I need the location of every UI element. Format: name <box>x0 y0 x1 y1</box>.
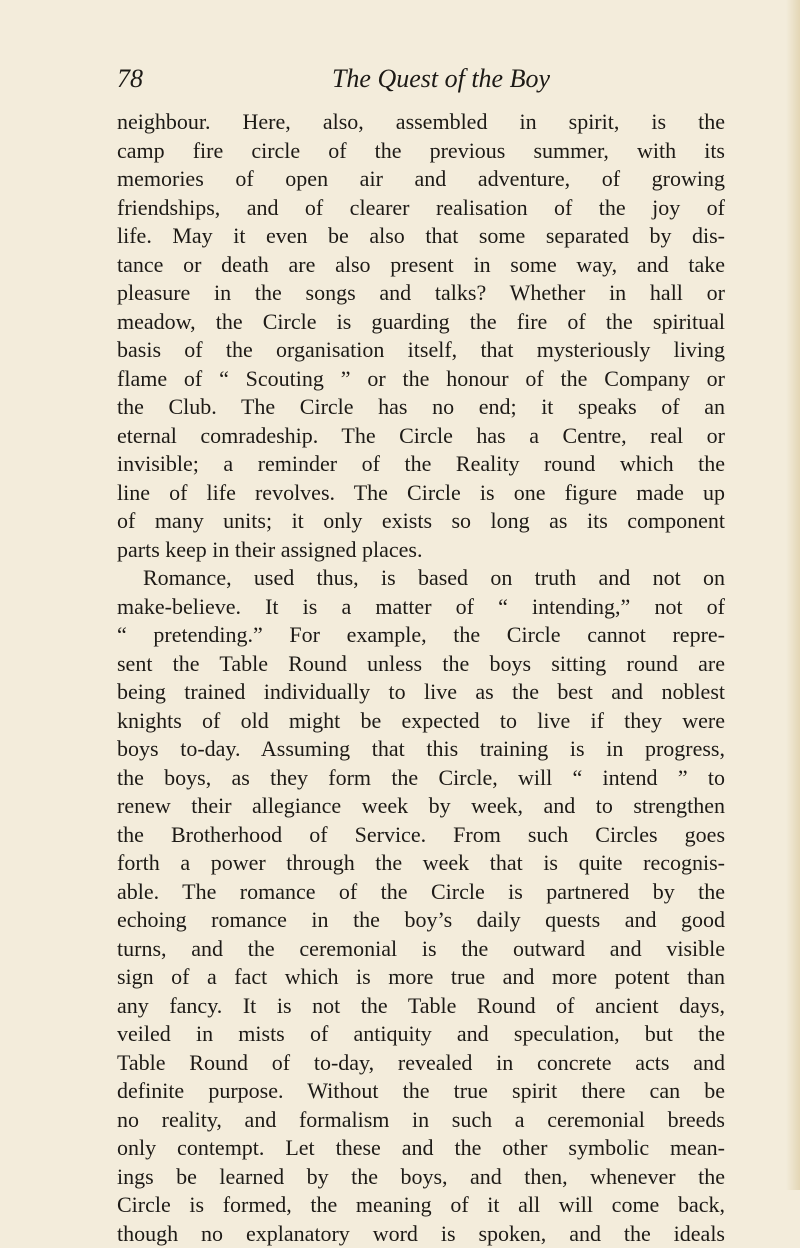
text-line: memories of open air and adventure, of growing <box>117 165 725 194</box>
text-line: neighbour. Here, also, assembled in spirit, is the <box>117 108 725 137</box>
page-number: 78 <box>117 62 143 96</box>
page-header <box>117 62 725 96</box>
text-line: able. The romance of the Circle is partnered by the <box>117 878 725 907</box>
body-text <box>117 108 725 1248</box>
text-line: Circle is formed, the meaning of it all will come back, <box>117 1191 725 1220</box>
text-line: friendships, and of clearer realisation of the joy of <box>117 194 725 223</box>
text-line: renew their allegiance week by week, and to strengthen <box>117 792 725 821</box>
text-line: meadow, the Circle is guarding the fire of the spiritual <box>117 308 725 337</box>
page-edge-shading <box>786 0 800 1190</box>
text-line: make-believe. It is a matter of “ intending,” not of <box>117 593 725 622</box>
text-line: sign of a fact which is more true and more potent than <box>117 963 725 992</box>
text-line: though no explanatory word is spoken, and the ideals <box>117 1220 725 1248</box>
paragraph-start-line: Romance, used thus, is based on truth and not on <box>117 564 725 593</box>
text-line: boys to-day. Assuming that this training is in progress, <box>117 735 725 764</box>
text-line: flame of “ Scouting ” or the honour of the Company or <box>117 365 725 394</box>
text-line: ings be learned by the boys, and then, whenever the <box>117 1163 725 1192</box>
text-line: of many units; it only exists so long as its component <box>117 507 725 536</box>
text-line: the Club. The Circle has no end; it speaks of an <box>117 393 725 422</box>
text-line: basis of the organisation itself, that mysteriously living <box>117 336 725 365</box>
text-line: forth a power through the week that is quite recognis- <box>117 849 725 878</box>
text-line: invisible; a reminder of the Reality round which the <box>117 450 725 479</box>
text-line: “ pretending.” For example, the Circle cannot repre- <box>117 621 725 650</box>
running-title: The Quest of the Boy <box>117 62 725 96</box>
text-line: knights of old might be expected to live if they were <box>117 707 725 736</box>
text-line: pleasure in the songs and talks? Whether in hall or <box>117 279 725 308</box>
text-line: echoing romance in the boy’s daily quests and good <box>117 906 725 935</box>
text-line: tance or death are also present in some way, and take <box>117 251 725 280</box>
text-line: only contempt. Let these and the other symbolic mean- <box>117 1134 725 1163</box>
text-line: being trained individually to live as the best and noblest <box>117 678 725 707</box>
text-line: definite purpose. Without the true spirit there can be <box>117 1077 725 1106</box>
text-line: camp fire circle of the previous summer, with its <box>117 137 725 166</box>
text-line: no reality, and formalism in such a ceremonial breeds <box>117 1106 725 1135</box>
text-line: the Brotherhood of Service. From such Circles goes <box>117 821 725 850</box>
text-line: life. May it even be also that some separated by dis- <box>117 222 725 251</box>
text-line: sent the Table Round unless the boys sitting round are <box>117 650 725 679</box>
paragraph-end-line: parts keep in their assigned places. <box>117 536 725 565</box>
text-line: Table Round of to-day, revealed in concrete acts and <box>117 1049 725 1078</box>
text-line: any fancy. It is not the Table Round of ancient days, <box>117 992 725 1021</box>
text-line: the boys, as they form the Circle, will “ intend ” to <box>117 764 725 793</box>
text-line: turns, and the ceremonial is the outward and visible <box>117 935 725 964</box>
text-line: eternal comradeship. The Circle has a Centre, real or <box>117 422 725 451</box>
text-line: line of life revolves. The Circle is one figure made up <box>117 479 725 508</box>
text-line: veiled in mists of antiquity and speculation, but the <box>117 1020 725 1049</box>
